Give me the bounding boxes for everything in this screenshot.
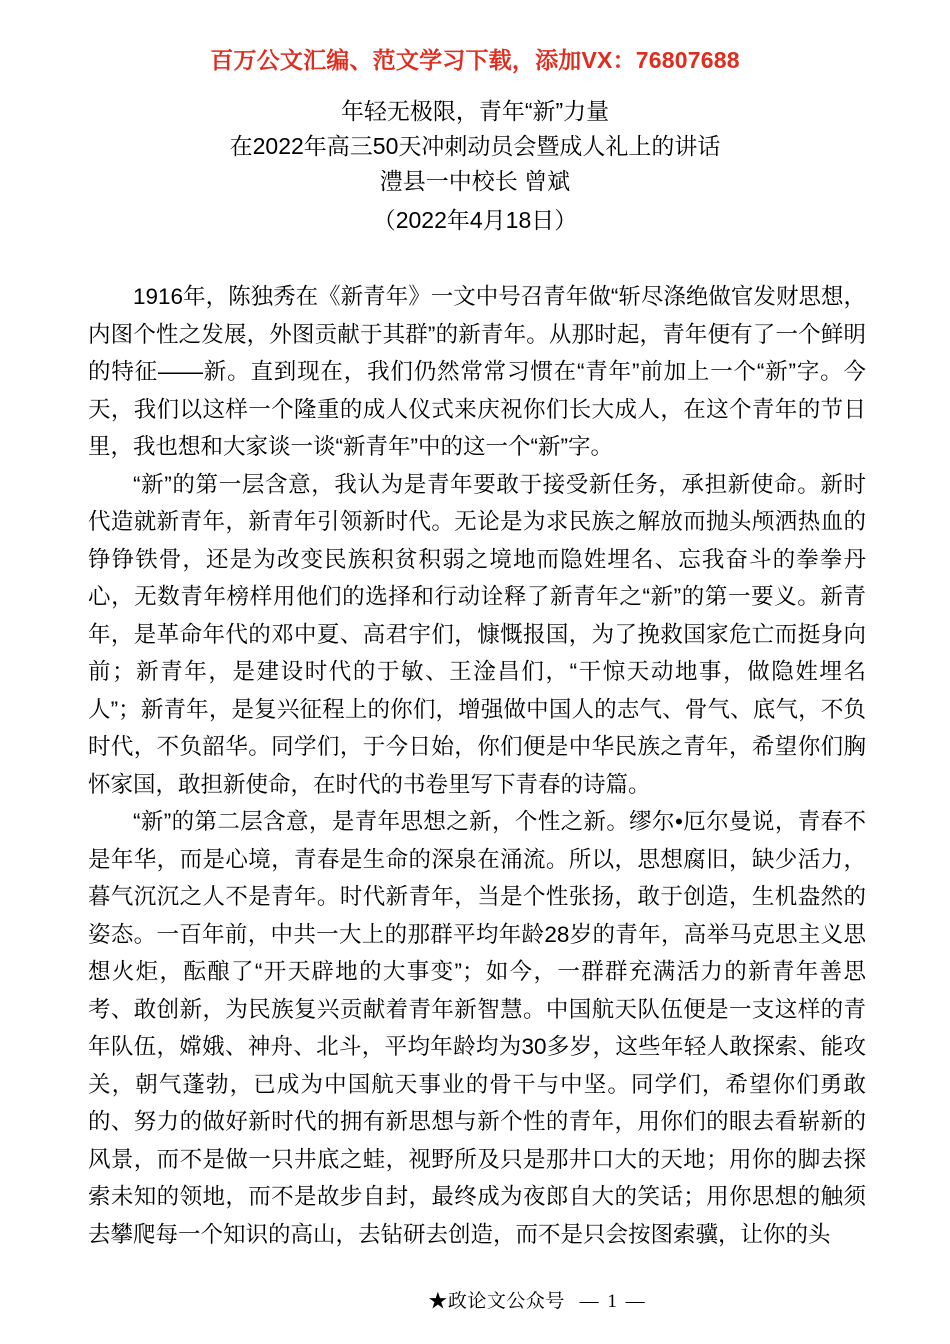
page-footer — [0, 1286, 950, 1313]
promo-banner: 百万公文汇编、范文学习下载，添加VX：76807688 — [210, 47, 740, 73]
document-subtitle: 在2022年高三50天冲刺动员会暨成人礼上的讲话 — [229, 133, 721, 159]
body-paragraph: “新”的第一层含意，我认为是青年要敢于接受新任务，承担新使命。新时代造就新青年，新青年引领新时代。无论是为求民族之解放而抛头颅洒热血的铮铮铁骨，还是为改变民族积贫积弱之境地而隐姓埋名、忘我奋斗的拳拳丹心，无数青年榜样用他们的选择和行动诠释了新青年之“新”的第一要义。新青年，是革命年代的邓中夏、高君宇们，慷慨报国，为了挽救国家危亡而挺身向前；新青年，是建设时代的于敏、王淦昌们，“干惊天动地事，做隐姓埋名人”；新青年，是复兴征程上的你们，增强做中国人的志气、骨气、底气，不负时代，不负韶华。同学们，于今日始，你们便是中华民族之青年，希望你们胸怀家国，敢担新使命，在时代的书卷里写下青春的诗篇。 — [88, 471, 866, 797]
body-paragraph: 1916年，陈独秀在《新青年》一文中号召青年做“斩尽涤绝做官发财思想，内图个性之发展，外图贡献于其群”的新青年。从那时起，青年便有了一个鲜明的特征——新。直到现在，我们仍然常常习惯在“青年”前加上一个“新”字。今天，我们以这样一个隆重的成人仪式来庆祝你们长大成人，在这个青年的节日里，我也想和大家谈一谈“新青年”中的这一个“新”字。 — [88, 284, 866, 459]
body-paragraph: “新”的第二层含意，是青年思想之新，个性之新。缪尔•厄尔曼说，青春不是年华，而是心境，青春是生命的深泉在涌流。所以，思想腐旧，缺少活力，暮气沉沉之人不是青年。时代新青年，当是个性张扬，敢于创造，生机盎然的姿态。一百年前，中共一大上的那群平均年龄28岁的青年，高举马克思主义思想火炬，酝酿了“开天辟地的大事变”；如今，一群群充满活力的新青年善思考、敢创新，为民族复兴贡献着青年新智慧。中国航天队伍便是一支这样的青年队伍，嫦娥、神舟、北斗，平均年龄均为30多岁，这些年轻人敢探索、能攻关，朝气蓬勃，已成为中国航天事业的骨干与中坚。同学们，希望你们勇敢的、努力的做好新时代的拥有新思想与新个性的青年，用你们的眼去看崭新的风景，而不是做一只井底之蛙，视野所及只是那井口大的天地；用你的脚去探索未知的领地，而不是故步自封，最终成为夜郎自大的笑话；用你思想的触须去攀爬每一个知识的高山，去钻研去创造，而不是只会按图索骥，让你的头 — [88, 809, 866, 1247]
footer-watermark: ★政论文公众号 — [428, 1291, 565, 1312]
document-title: 年轻无极限，青年“新”力量 — [340, 98, 610, 124]
document-body — [88, 278, 866, 1253]
document-author: 澧县一中校长 曾斌 — [379, 168, 571, 194]
title-block — [0, 94, 950, 241]
document-date: （2022年4月18日） — [372, 207, 578, 233]
page-number: — 1 — — [579, 1291, 647, 1312]
